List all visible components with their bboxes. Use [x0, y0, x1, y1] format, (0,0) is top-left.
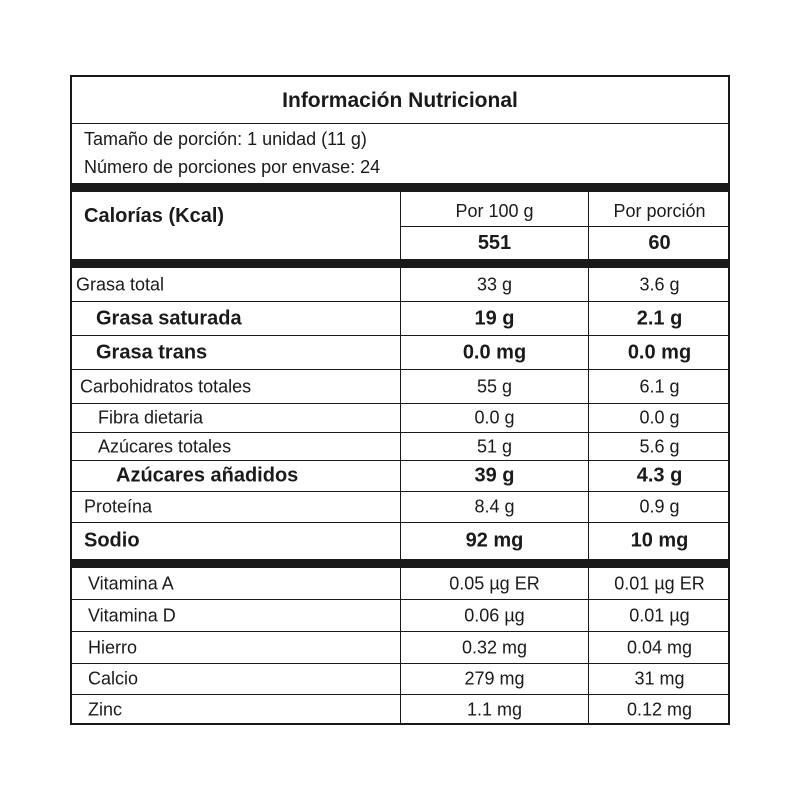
value-per-serving: 3.6 g — [639, 274, 680, 294]
nutrient-row-azucares-anadidos — [72, 461, 728, 491]
value-per-serving: 0.01 µg ER — [614, 573, 705, 593]
value-per-100g: 19 g — [474, 307, 515, 329]
nutrient-name: Azúcares totales — [98, 436, 232, 456]
nutrient-name: Vitamina D — [88, 605, 176, 625]
nutrient-name: Vitamina A — [88, 573, 174, 593]
value-per-serving: 31 mg — [634, 668, 685, 689]
nutrient-name: Hierro — [88, 637, 138, 657]
value-per-100g: 51 g — [476, 436, 513, 456]
value-per-serving: 0.01 µg — [629, 605, 690, 625]
nutrient-row-sodio — [72, 523, 728, 559]
nutrient-name: Fibra dietaria — [98, 407, 204, 428]
thick-divider — [72, 183, 728, 192]
value-per-100g: 0.06 µg — [464, 605, 525, 625]
calories-per-100g: 551 — [477, 232, 512, 254]
nutrient-name: Zinc — [88, 699, 123, 720]
nutrient-row-grasa-trans — [72, 336, 728, 369]
nutrient-row-grasa-total — [72, 268, 728, 301]
value-per-serving: 10 mg — [630, 529, 689, 552]
nutrient-name: Grasa total — [76, 274, 165, 294]
value-per-100g: 39 g — [474, 464, 515, 487]
value-per-100g: 0.32 mg — [461, 637, 528, 657]
nutrient-row-azucares-totales — [72, 433, 728, 460]
value-per-serving: 6.1 g — [639, 376, 680, 396]
nutrient-name: Sodio — [84, 529, 140, 552]
nutrient-name: Grasa saturada — [96, 307, 242, 329]
value-per-serving: 0.9 g — [639, 496, 680, 517]
nutrient-name: Azúcares añadidos — [116, 464, 299, 487]
micronutrient-row-calcio — [72, 664, 728, 694]
value-per-100g: 0.0 g — [474, 407, 515, 428]
micronutrient-row-vitamina-d — [72, 600, 728, 631]
micronutrient-row-vitamina-a — [72, 568, 728, 599]
serving-size: Tamaño de porción: 1 unidad (11 g) — [84, 129, 367, 149]
nutrient-row-grasa-saturada — [72, 302, 728, 335]
value-per-100g: 0.0 mg — [462, 341, 527, 363]
nutrition-facts-label — [70, 75, 730, 725]
divider — [400, 226, 728, 227]
divider — [72, 123, 728, 124]
nutrient-name: Grasa trans — [96, 341, 208, 363]
calories-per-serving: 60 — [648, 232, 671, 254]
column-header-per-serving: Por porción — [613, 201, 706, 221]
thick-divider — [72, 559, 728, 568]
micronutrient-row-zinc — [72, 695, 728, 725]
value-per-100g: 8.4 g — [474, 496, 515, 517]
micronutrient-row-hierro — [72, 632, 728, 663]
nutrient-row-carbohidratos — [72, 370, 728, 403]
nutrient-name: Carbohidratos totales — [80, 376, 252, 396]
value-per-serving: 2.1 g — [636, 307, 683, 329]
value-per-100g: 1.1 mg — [466, 699, 523, 720]
value-per-100g: 55 g — [476, 376, 513, 396]
value-per-serving: 0.04 mg — [626, 637, 693, 657]
value-per-serving: 0.12 mg — [626, 699, 693, 720]
value-per-serving: 5.6 g — [639, 436, 680, 456]
value-per-serving: 0.0 g — [639, 407, 680, 428]
value-per-100g: 92 mg — [465, 529, 524, 552]
value-per-serving: 4.3 g — [636, 464, 683, 487]
nutrient-row-fibra — [72, 404, 728, 432]
value-per-100g: 0.05 µg ER — [449, 573, 540, 593]
value-per-100g: 279 mg — [464, 668, 525, 689]
nutrient-row-proteina — [72, 492, 728, 522]
label-title: Información Nutricional — [282, 89, 518, 112]
nutrient-name: Calcio — [88, 668, 139, 689]
value-per-100g: 33 g — [476, 274, 513, 294]
servings-per-container: Número de porciones por envase: 24 — [84, 157, 381, 177]
column-header-per-100g: Por 100 g — [455, 201, 534, 221]
value-per-serving: 0.0 mg — [627, 341, 692, 363]
nutrient-name: Proteína — [84, 496, 153, 517]
calories-label: Calorías (Kcal) — [84, 205, 225, 227]
